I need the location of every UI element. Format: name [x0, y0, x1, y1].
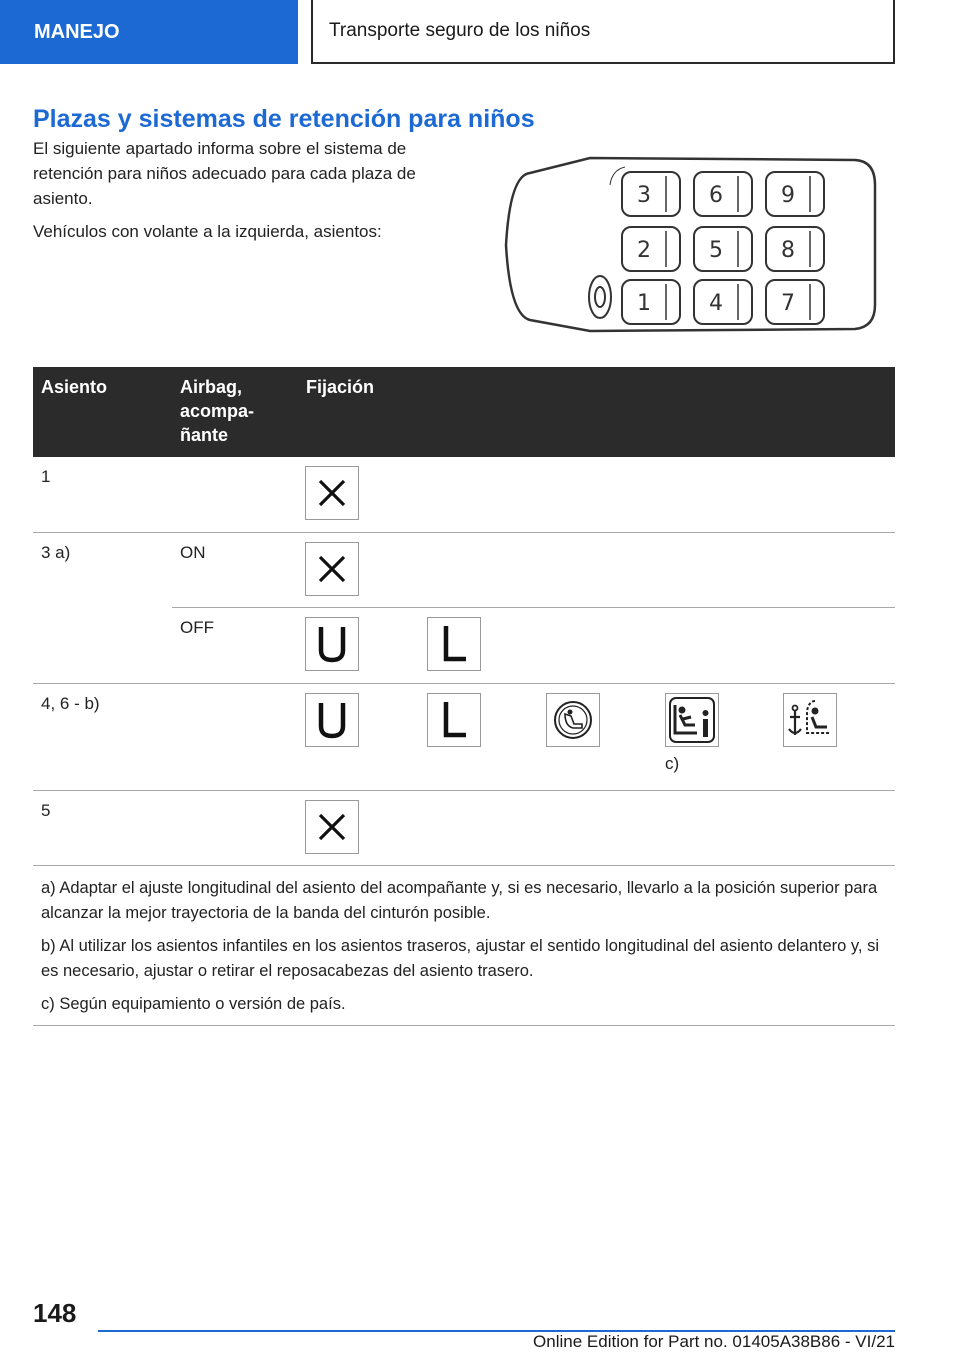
not-suitable-icon: [305, 542, 359, 596]
seat-box: [766, 227, 824, 271]
i-size-icon: [665, 693, 719, 747]
page-title: Plazas y sistemas de retención para niños: [33, 105, 535, 133]
table-row: [33, 608, 895, 684]
table-footnotes: [33, 866, 895, 1026]
table-row: [33, 684, 895, 791]
intro-paragraph: El siguiente apartado informa sobre el sistema de retención para niños adecuado para cada plaza de asiento.: [33, 139, 416, 208]
universal-u-icon: [305, 617, 359, 671]
seat-number: 5: [709, 238, 723, 263]
seat-number: 3: [637, 183, 651, 208]
seat-number: 7: [781, 291, 795, 316]
intro-text: [33, 136, 433, 252]
footnote-a: a) Adaptar el ajuste longitudinal del asiento del acompañante y, si es necesario, llevarlo a la posición superior para alcanzar la mejor trayectoria de la banda del cinturón posible.: [41, 879, 878, 922]
seat-cell: 3 a): [41, 543, 71, 562]
not-suitable-icon: [305, 466, 359, 520]
header-fixation: Fijación: [306, 377, 375, 397]
restraint-table: [33, 367, 895, 1026]
seat-box: [766, 280, 824, 324]
seat-cell: 1: [41, 467, 51, 486]
vehicle-outline: [506, 158, 875, 331]
seat-cell: 4, 6 - b): [41, 694, 100, 713]
intro-paragraph-seats: Vehículos con volante a la izquierda, asientos:: [33, 222, 382, 241]
table-header: [33, 367, 895, 457]
seat-box: [622, 280, 680, 324]
semi-universal-l-icon: [427, 693, 481, 747]
airbag-cell: OFF: [180, 618, 214, 637]
footnote-b: b) Al utilizar los asientos infantiles en los asientos traseros, ajustar el sentido longitudinal del asiento delantero y, si es necesario, ajustar o retirar el reposacabezas del asiento trasero.: [41, 937, 879, 980]
seat-number: 1: [637, 291, 651, 316]
seat-number: 2: [637, 238, 651, 263]
header-airbag: Airbag, acompa-ñante: [180, 377, 255, 445]
edition-note: Online Edition for Part no. 01405A38B86 - VI/21: [533, 1332, 895, 1351]
topic-header: Transporte seguro de los niños: [311, 0, 895, 64]
seat-number: 8: [781, 238, 795, 263]
seat-number: 9: [781, 183, 795, 208]
seat-cell: 5: [41, 801, 51, 820]
seat-number: 4: [709, 291, 723, 316]
table-row: [33, 457, 895, 533]
header-seat: Asiento: [41, 377, 108, 397]
seat-box: [694, 227, 752, 271]
airbag-cell: ON: [180, 543, 206, 562]
semi-universal-l-icon: [427, 617, 481, 671]
seat-box: [622, 172, 680, 216]
seat-box: [694, 280, 752, 324]
seat-number: 6: [709, 183, 723, 208]
page-number: 148: [33, 1298, 77, 1328]
table-row: [33, 791, 895, 866]
child-seat-isofix-icon: [546, 693, 600, 747]
steering-wheel-icon: [589, 276, 611, 318]
seat-layout-diagram: [500, 155, 880, 335]
top-tether-anchor-icon: [783, 693, 837, 747]
seat-box: [622, 227, 680, 271]
seat-box: [694, 172, 752, 216]
not-suitable-icon: [305, 800, 359, 854]
universal-u-icon: [305, 693, 359, 747]
section-tab: MANEJO: [0, 0, 298, 64]
seat-box: [766, 172, 824, 216]
table-row: [33, 533, 895, 608]
footnote-marker: c): [665, 754, 680, 773]
footnote-c: c) Según equipamiento o versión de país.: [41, 995, 346, 1013]
